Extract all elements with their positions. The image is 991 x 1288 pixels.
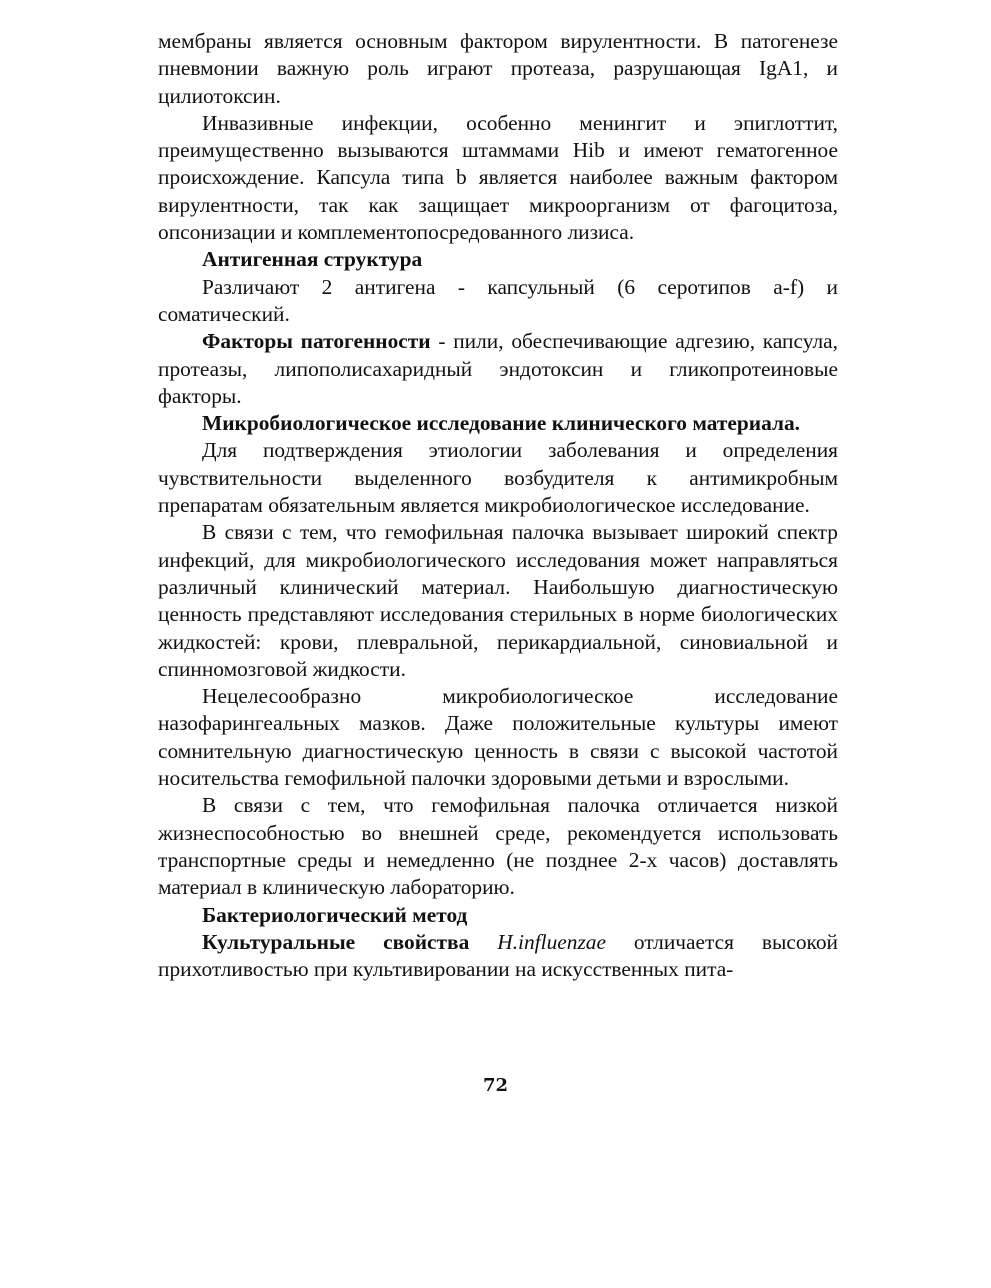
paragraph-transport-media: В связи с тем, что гемофильная палочка отличается низкой жизнеспособностью во внешней среде, рекомендуется использовать транспортные среды и немедленно (не позднее 2-х часов) доставлять материал в клиническую лабораторию. <box>158 793 838 900</box>
heading-antigenic-structure: Антигенная структура <box>202 247 423 272</box>
page-number: 72 <box>482 1075 509 1096</box>
cultural-properties-text: отличается высокой прихотливостью при культивировании на искусственных пита- <box>158 929 839 982</box>
pathogenicity-factors-lead: Факторы патогенности <box>202 329 431 354</box>
paragraph-clinical-material: В связи с тем, что гемофильная палочка вызывает широкий спектр инфекций, для микробиологического исследования может направляться различный клинический материал. Наибольшую диагностическую ценность представляют исследования стерильных в норме биологических жидкостей: крови, плевральной, перикардиальной, синовиальной и спинномозговой жидкости. <box>158 520 838 681</box>
cultural-properties-lead: Культуральные свойства <box>202 929 470 954</box>
pathogenicity-factors-text: - пили, обеспечивающие адгезию, капсула, протеазы, липополисахаридный эндотоксин и гликопротеиновые факторы. <box>158 329 838 408</box>
paragraph-pathogenicity-factors <box>158 328 838 410</box>
species-name: H.influenzae <box>497 929 606 954</box>
heading-microbiological-study: Микробиологическое исследование клинического материала. <box>202 411 801 436</box>
paragraph-nasopharyngeal-swabs: Нецелесообразно микробиологическое исследование назофарингеальных мазков. Даже положительные культуры имеют сомнительную диагностическую ценность в связи с высокой частотой носительства гемофильной палочки здоровыми детьми и взрослыми. <box>158 684 838 791</box>
paragraph-invasive-infections: Инвазивные инфекции, особенно менингит и эпиглоттит, преимущественно вызываются штаммами Hib и имеют гематогенное происхождение. Капсула типа b является наиболее важным фактором вирулентности, так как защищает микроорганизм от фагоцитоза, опсонизации и комплементопосредованного лизиса. <box>158 110 838 245</box>
paragraph-antigens: Различают 2 антигена - капсульный (6 серотипов a-f) и соматический. <box>158 274 838 326</box>
paragraph-membrane-virulence: мембраны является основным фактором вирулентности. В патогенезе пневмонии важную роль играют протеаза, разрушающая IgA1, и цилиотоксин. <box>158 29 838 108</box>
paragraph-cultural-properties <box>158 929 838 984</box>
paragraph-etiology-confirmation: Для подтверждения этиологии заболевания и определения чувствительности выделенного возбудителя к антимикробным препаратам обязательным является микробиологическое исследование. <box>158 438 838 518</box>
document-page <box>158 28 838 983</box>
heading-bacteriological-method: Бактериологический метод <box>202 902 468 927</box>
